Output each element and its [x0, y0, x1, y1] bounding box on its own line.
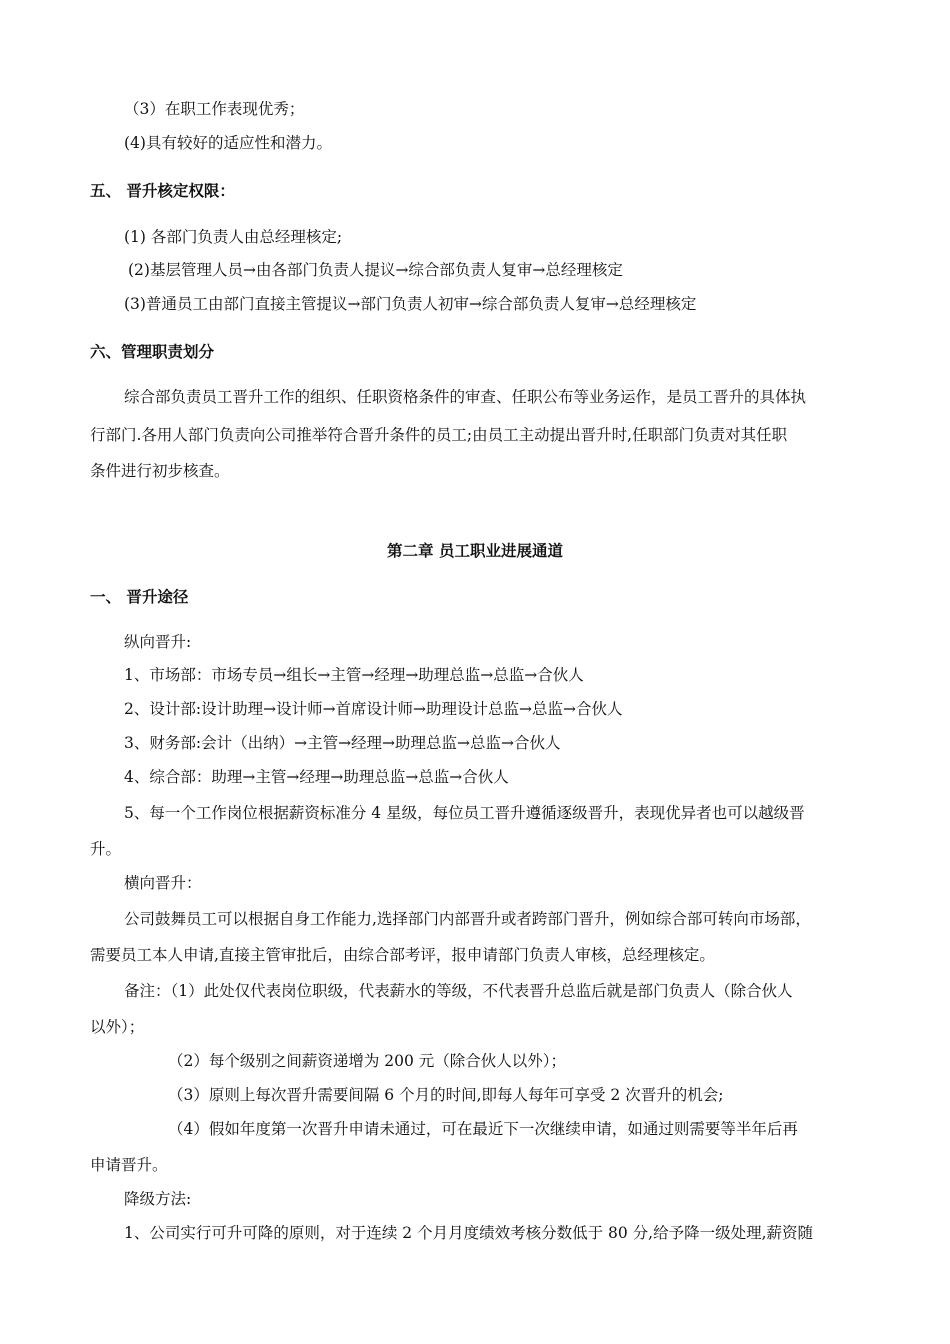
path-finance: 3、财务部:会计（出纳）→主管→经理→助理总监→总监→合伙人	[124, 734, 561, 752]
note-item-3: （3）原则上每次晋升需要间隔 6 个月的时间,即每人每年可享受 2 次晋升的机会;	[168, 1086, 724, 1104]
criteria-item-4: (4)具有较好的适应性和潜力。	[124, 134, 332, 152]
responsibility-para-line-3: 条件进行初步核查。	[90, 462, 230, 480]
authority-item-3: (3)普通员工由部门直接主管提议→部门负责人初审→综合部负责人复审→总经理核定	[124, 295, 697, 313]
responsibility-para-line-2: 行部门.各用人部门负责向公司推举符合晋升条件的员工;由员工主动提出晋升时,任职部门负责对其任职	[90, 426, 788, 444]
section-5-heading: 五、 晋升核定权限：	[90, 181, 235, 200]
path-design: 2、设计部:设计助理→设计师→首席设计师→助理设计总监→总监→合伙人	[124, 700, 623, 718]
chapter2-section-1-heading: 一、 晋升途径	[90, 587, 189, 606]
demotion-label: 降级方法:	[124, 1190, 192, 1208]
section-6-heading: 六、管理职责划分	[90, 342, 215, 361]
note-item-4-line-2: 申请晋升。	[90, 1156, 168, 1174]
authority-item-1: (1) 各部门负责人由总经理核定;	[124, 228, 343, 246]
note-line-2: 以外）；	[90, 1018, 145, 1036]
horizontal-promotion-label: 横向晋升：	[124, 874, 202, 892]
path-general: 4、综合部：助理→主管→经理→助理总监→总监→合伙人	[124, 768, 509, 786]
vertical-promotion-label: 纵向晋升:	[124, 633, 192, 651]
star-level-line-2: 升。	[90, 840, 122, 858]
responsibility-para-line-1: 综合部负责员工晋升工作的组织、任职资格条件的审查、任职公布等业务运作，是员工晋升的具体执	[124, 388, 807, 406]
star-level-line-1: 5、每一个工作岗位根据薪资标准分 4 星级，每位员工晋升遵循逐级晋升，表现优异者也可以越级晋	[124, 804, 805, 822]
horizontal-para-line-2: 需要员工本人申请,直接主管审批后，由综合部考评，报申请部门负责人审核，总经理核定。	[90, 946, 715, 964]
horizontal-para-line-1: 公司鼓舞员工可以根据自身工作能力,选择部门内部晋升或者跨部门晋升，例如综合部可转向市场部，	[124, 910, 811, 928]
criteria-item-3: （3）在职工作表现优秀；	[124, 100, 305, 118]
authority-item-2: (2)基层管理人员→由各部门负责人提议→综合部负责人复审→总经理核定	[128, 261, 623, 279]
demotion-item-1-line-1: 1、公司实行可升可降的原则，对于连续 2 个月月度绩效考核分数低于 80 分,给予降一级处理,薪资随	[124, 1224, 814, 1242]
note-item-4-line-1: （4）假如年度第一次晋升申请未通过，可在最近下一次继续申请，如通过则需要等半年后再	[168, 1120, 798, 1138]
path-marketing: 1、市场部：市场专员→组长→主管→经理→助理总监→总监→合伙人	[124, 666, 584, 684]
note-item-2: （2）每个级别之间薪资递增为 200 元（除合伙人以外）；	[168, 1052, 567, 1070]
note-line-1: 备注：（1）此处仅代表岗位职级，代表薪水的等级，不代表晋升总监后就是部门负责人（除合伙人	[124, 982, 793, 1000]
chapter-2-title: 第二章 员工职业进展通道	[387, 541, 563, 560]
